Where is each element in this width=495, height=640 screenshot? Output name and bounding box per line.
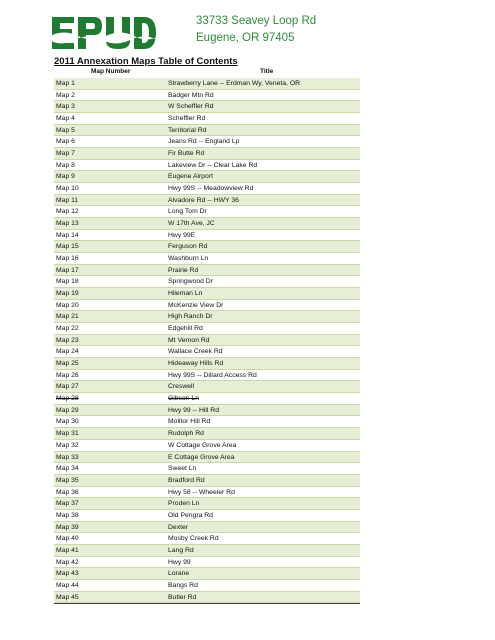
map-number-cell: Map 43 bbox=[56, 570, 79, 578]
map-title-cell: Alvadore Rd -- HWY 36 bbox=[168, 196, 239, 204]
map-title-cell: Prairie Rd bbox=[168, 266, 199, 274]
map-number-cell: Map 30 bbox=[56, 418, 79, 426]
table-row bbox=[54, 475, 360, 487]
table-header bbox=[54, 68, 360, 78]
table-row bbox=[54, 440, 360, 452]
table-row bbox=[54, 90, 360, 102]
map-number-cell: Map 26 bbox=[56, 371, 79, 379]
table-row bbox=[54, 136, 360, 148]
map-number-cell: Map 1 bbox=[56, 80, 75, 87]
map-title-cell: E Cottage Grove Area bbox=[168, 453, 235, 461]
table-row bbox=[54, 230, 360, 242]
table-row bbox=[54, 300, 360, 312]
table-row bbox=[54, 358, 360, 370]
table-row bbox=[54, 557, 360, 569]
map-number-cell: Map 17 bbox=[56, 266, 79, 274]
map-number-cell: Map 18 bbox=[56, 278, 79, 286]
table-row bbox=[54, 568, 360, 580]
map-number-cell: Map 32 bbox=[56, 441, 79, 449]
table-row bbox=[54, 510, 360, 522]
table-row bbox=[54, 463, 360, 475]
table-row bbox=[54, 195, 360, 207]
map-number-cell: Map 22 bbox=[56, 325, 79, 333]
map-title-cell: Long Tom Dr bbox=[168, 208, 207, 216]
map-title-cell: Lang Rd bbox=[168, 546, 194, 554]
map-number-cell: Map 45 bbox=[56, 593, 79, 601]
map-number-cell: Map 2 bbox=[56, 91, 75, 99]
map-number-cell: Map 28 bbox=[56, 395, 79, 403]
address-line-1: 33733 Seavey Loop Rd bbox=[196, 15, 317, 27]
table-row bbox=[54, 393, 360, 405]
map-title-cell: W 17th Ave, JC bbox=[168, 220, 215, 228]
table-row bbox=[54, 265, 360, 277]
map-title-cell: Hwy 58 -- Wheeler Rd bbox=[168, 488, 235, 496]
map-title-cell: Eugene Airport bbox=[168, 173, 213, 181]
map-number-cell: Map 14 bbox=[56, 231, 79, 239]
map-title-cell: Hwy 99S -- Dillard Access Rd bbox=[168, 371, 257, 379]
map-number-cell: Map 41 bbox=[56, 546, 79, 554]
map-title-cell: Lorane bbox=[168, 570, 190, 578]
map-title-cell: Ferguson Rd bbox=[168, 243, 208, 251]
table-row bbox=[54, 183, 360, 195]
table-row bbox=[54, 148, 360, 160]
map-number-cell: Map 12 bbox=[56, 208, 79, 216]
table-row bbox=[54, 545, 360, 557]
address-block bbox=[196, 13, 316, 47]
map-title-cell: High Ranch Dr bbox=[168, 313, 213, 321]
table-row bbox=[54, 78, 360, 90]
map-title-cell: Dexter bbox=[168, 523, 189, 531]
epud-logo bbox=[50, 14, 158, 52]
map-title-cell: McKenzie View Dr bbox=[168, 301, 224, 309]
table-row bbox=[54, 452, 360, 464]
table-row bbox=[54, 113, 360, 125]
table-row bbox=[54, 487, 360, 499]
map-title-cell: W Cottage Grove Area bbox=[168, 441, 237, 449]
map-number-cell: Map 37 bbox=[56, 500, 79, 508]
map-title-cell: Hwy 99 bbox=[168, 558, 191, 566]
map-number-cell: Map 13 bbox=[56, 220, 79, 228]
map-title-cell: Hwy 99 -- Hill Rd bbox=[168, 406, 219, 414]
map-number-cell: Map 20 bbox=[56, 301, 79, 309]
map-number-cell: Map 16 bbox=[56, 255, 79, 263]
table-row bbox=[54, 498, 360, 510]
document-title: 2011 Annexation Maps Table of Contents bbox=[54, 56, 238, 67]
table-row bbox=[54, 311, 360, 323]
table-row bbox=[54, 253, 360, 265]
table-row bbox=[54, 428, 360, 440]
map-number-cell: Map 42 bbox=[56, 558, 79, 566]
table-row bbox=[54, 381, 360, 393]
table-row bbox=[54, 416, 360, 428]
map-number-cell: Map 39 bbox=[56, 523, 79, 531]
map-title-cell: Edgehill Rd bbox=[168, 325, 203, 333]
table-row bbox=[54, 370, 360, 382]
map-number-cell: Map 6 bbox=[56, 138, 75, 146]
map-number-cell: Map 31 bbox=[56, 430, 79, 438]
table-row bbox=[54, 241, 360, 253]
map-number-cell: Map 33 bbox=[56, 453, 79, 461]
table-row bbox=[54, 533, 360, 545]
map-number-cell: Map 29 bbox=[56, 406, 79, 414]
map-title-cell: Scheffler Rd bbox=[168, 115, 206, 123]
table-row bbox=[54, 522, 360, 534]
table-row bbox=[54, 335, 360, 347]
map-number-cell: Map 44 bbox=[56, 581, 79, 589]
map-title-cell: Hwy 99S -- Meadowview Rd bbox=[168, 185, 254, 193]
map-number-cell: Map 11 bbox=[56, 196, 79, 204]
map-title-cell: Hideaway Hills Rd bbox=[168, 360, 224, 368]
map-title-cell: Rudolph Rd bbox=[168, 430, 204, 438]
table-row bbox=[54, 276, 360, 288]
table-row bbox=[54, 125, 360, 137]
map-number-cell: Map 9 bbox=[56, 173, 75, 181]
epud-logo-mark bbox=[50, 14, 158, 52]
map-title-cell: Badger Mtn Rd bbox=[168, 91, 214, 99]
map-number-cell: Map 36 bbox=[56, 488, 79, 496]
map-number-cell: Map 15 bbox=[56, 243, 79, 251]
map-title-cell: Lakeview Dr -- Clear Lake Rd bbox=[168, 161, 258, 169]
map-number-cell: Map 21 bbox=[56, 313, 79, 321]
map-title-cell: Butler Rd bbox=[168, 593, 197, 601]
map-title-cell: Hwy 99E bbox=[168, 231, 196, 239]
column-header-title: Title bbox=[260, 68, 274, 75]
table-row bbox=[54, 171, 360, 183]
map-title-cell: W Scheffler Rd bbox=[168, 103, 214, 111]
map-number-cell: Map 38 bbox=[56, 511, 79, 519]
table-row bbox=[54, 218, 360, 230]
map-number-cell: Map 23 bbox=[56, 336, 79, 344]
map-number-cell: Map 35 bbox=[56, 476, 79, 484]
map-number-cell: Map 19 bbox=[56, 290, 79, 298]
map-title-cell: Wallace Creek Rd bbox=[168, 348, 223, 356]
map-title-cell: Hileman Ln bbox=[168, 290, 203, 298]
map-title-cell: Proden Ln bbox=[168, 500, 200, 508]
map-number-cell: Map 8 bbox=[56, 161, 75, 169]
map-title-cell: Mt Vernon Rd bbox=[168, 336, 210, 344]
map-title-cell: Mosby Creek Rd bbox=[168, 535, 219, 543]
map-number-cell: Map 40 bbox=[56, 535, 79, 543]
table-row bbox=[54, 288, 360, 300]
column-header-map-number: Map Number bbox=[91, 68, 131, 75]
map-number-cell: Map 5 bbox=[56, 126, 75, 134]
map-title-cell: Sweet Ln bbox=[168, 465, 197, 473]
map-number-cell: Map 7 bbox=[56, 150, 75, 158]
map-title-cell: Old Pengra Rd bbox=[168, 511, 213, 519]
map-title-cell: Bradford Rd bbox=[168, 476, 205, 484]
address-line-2: Eugene, OR 97405 bbox=[196, 32, 295, 44]
map-number-cell: Map 3 bbox=[56, 103, 75, 111]
maps-table bbox=[54, 78, 360, 604]
map-number-cell: Map 34 bbox=[56, 465, 79, 473]
map-title-cell: Bangs Rd bbox=[168, 581, 198, 589]
table-row bbox=[54, 346, 360, 358]
map-number-cell: Map 24 bbox=[56, 348, 79, 356]
table-row bbox=[54, 405, 360, 417]
map-number-cell: Map 25 bbox=[56, 360, 79, 368]
map-title-cell: Washburn Ln bbox=[168, 255, 209, 263]
map-number-cell: Map 4 bbox=[56, 115, 75, 123]
map-title-cell: Strawberry Lane -- Erdman Wy, Veneta, OR bbox=[168, 80, 301, 87]
map-title-cell: Springwood Dr bbox=[168, 278, 213, 286]
map-number-cell: Map 27 bbox=[56, 383, 79, 391]
table-row bbox=[54, 206, 360, 218]
table-row bbox=[54, 580, 360, 592]
map-title-cell: Territorial Rd bbox=[168, 126, 207, 134]
table-row bbox=[54, 323, 360, 335]
map-title-cell: Molitor Hill Rd bbox=[168, 418, 211, 426]
map-title-cell: Creswell bbox=[168, 383, 195, 391]
map-number-cell: Map 10 bbox=[56, 185, 79, 193]
map-title-cell: Fir Butte Rd bbox=[168, 150, 205, 158]
table-row bbox=[54, 160, 360, 172]
map-title-cell: Jeans Rd -- England Lp bbox=[168, 138, 240, 146]
table-row bbox=[54, 592, 360, 604]
table-row bbox=[54, 101, 360, 113]
map-title-cell: Gibson Ln bbox=[168, 395, 199, 403]
